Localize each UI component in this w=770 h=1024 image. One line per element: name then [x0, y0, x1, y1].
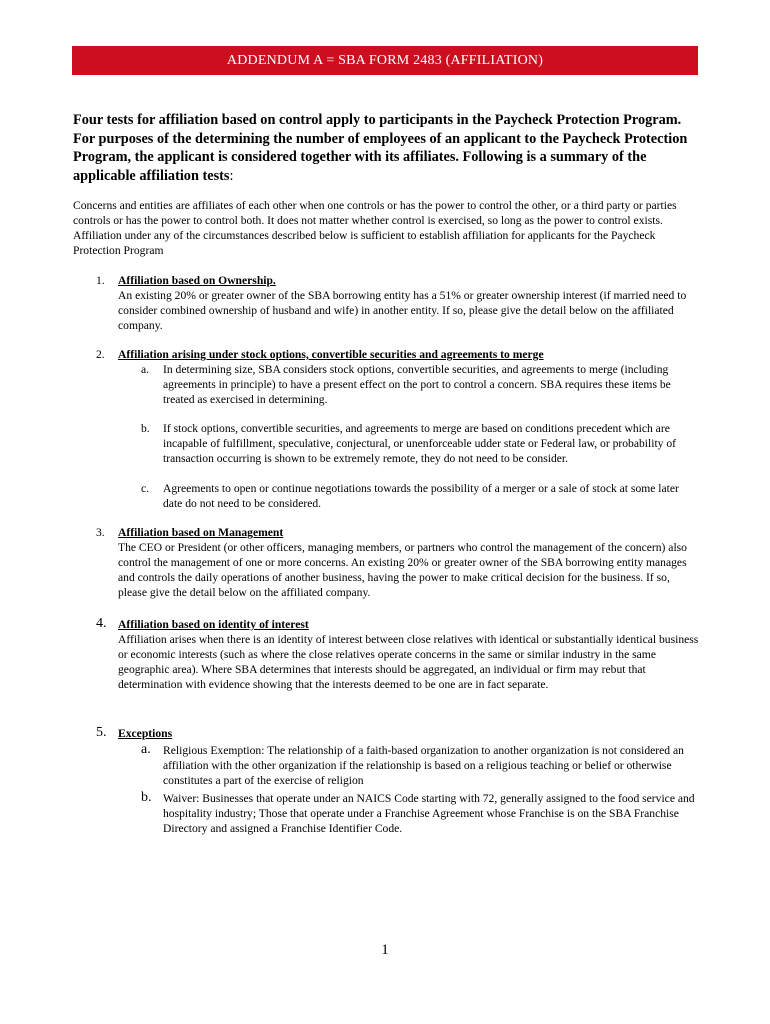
item-2a-letter: a. [141, 363, 150, 376]
item-5b-letter: b. [141, 790, 152, 805]
intro-colon: : [229, 167, 234, 184]
item-1-heading: Affiliation based on Ownership. [118, 274, 276, 287]
item-2b-text: If stock options, convertible securities, and agreements to merge are based on conditions precedent which are incapable of fulfillment, speculative, conjectural, or unenforceable udder state or Federal law, or probability of transaction occurring is shown to be extremely remote, they do not need to be consider. [163, 422, 677, 465]
item-2-heading [118, 347, 700, 362]
item-1-text: An existing 20% or greater owner of the SBA borrowing entity has a 51% or greater ownership interest (if married need to consider combined ownership of husband and wife) in another entity. If so, please give the detail below on the affiliated company. [118, 289, 687, 332]
item-4-text: Affiliation arises when there is an identity of interest between close relatives with identical or substantially identical business or economic interests (such as where the close relatives operate concerns in the same or similar industry in the same geographic area). Where SBA determines that interests should be aggregated, an individual or firm may rebut that determination with evidence showing that the interests deemed to be one are in fact separate. [118, 633, 699, 691]
intro-heading [73, 111, 703, 185]
item-5-number: 5. [96, 725, 107, 740]
item-4-number: 4. [96, 616, 107, 631]
item-2-number: 2. [96, 348, 105, 361]
item-5a-letter: a. [141, 742, 151, 757]
item-3-number: 3. [96, 526, 105, 539]
item-1 [118, 273, 700, 333]
item-2c-letter: c. [141, 482, 150, 495]
item-3-text: The CEO or President (or other officers, managing members, or partners who control the management of the concern) also control the management of one or more concerns. An existing 20% or greater owner of the SBA borrowing entity manages and controls the daily operations of another business, having the power to make critical decision for the business. If so, please give the detail below on the affiliated company. [118, 541, 687, 599]
item-4 [118, 617, 700, 692]
intro-paragraph: Concerns and entities are affiliates of each other when one controls or has the power to control the other, or a third party or parties controls or has the power to control both. It does not matter whether control is exercised, so long as the power to control exists. Affiliation under any of the circumstances described below is sufficient to establish affiliation for applicants for the Paycheck Protection Program [73, 199, 677, 257]
item-2b-letter: b. [141, 422, 150, 435]
item-3 [118, 525, 700, 600]
item-2a-text: In determining size, SBA considers stock options, convertible securities, and agreements to merge (including agreements in principle) to have a present effect on the port to control a concern. SBA requires these items be treated as exercised in determining. [163, 363, 671, 406]
item-3-heading: Affiliation based on Management [118, 526, 284, 539]
item-5-heading [118, 726, 700, 741]
page-number: 1 [381, 942, 389, 958]
document-banner: ADDENDUM A = SBA FORM 2483 (AFFILIATION) [72, 46, 698, 75]
item-5-heading-text: Exceptions [118, 727, 173, 740]
item-4-heading: Affiliation based on identity of interest [118, 618, 309, 631]
item-5a-text: Religious Exemption: The relationship of a faith-based organization to another organization is not considered an affiliation with the other organization if the relationship is based on a religious teaching or belief or otherwise constitutes a part of the exercise of religion [163, 744, 684, 787]
item-2-heading-text: Affiliation arising under stock options, convertible securities and agreements to merge [118, 348, 544, 361]
item-5b-text: Waiver: Businesses that operate under an NAICS Code starting with 72, generally assigned to the food service and hospitality industry; Those that operate under a Franchise Agreement whose Franchise is on the SBA Franchise Directory and assigned a Franchise Identifier Code. [163, 792, 695, 835]
intro-bold-text: Four tests for affiliation based on control apply to participants in the Paycheck Protection Program. For purposes of the determining the number of employees of an applicant to the Paycheck Protection Program, the applicant is considered together with its affiliates. Following is a summary of the applicable affiliation tests [73, 112, 688, 184]
item-1-number: 1. [96, 274, 105, 287]
item-2c-text: Agreements to open or continue negotiations towards the possibility of a merger or a sale of stock at some later date do not need to be considered. [163, 482, 679, 510]
